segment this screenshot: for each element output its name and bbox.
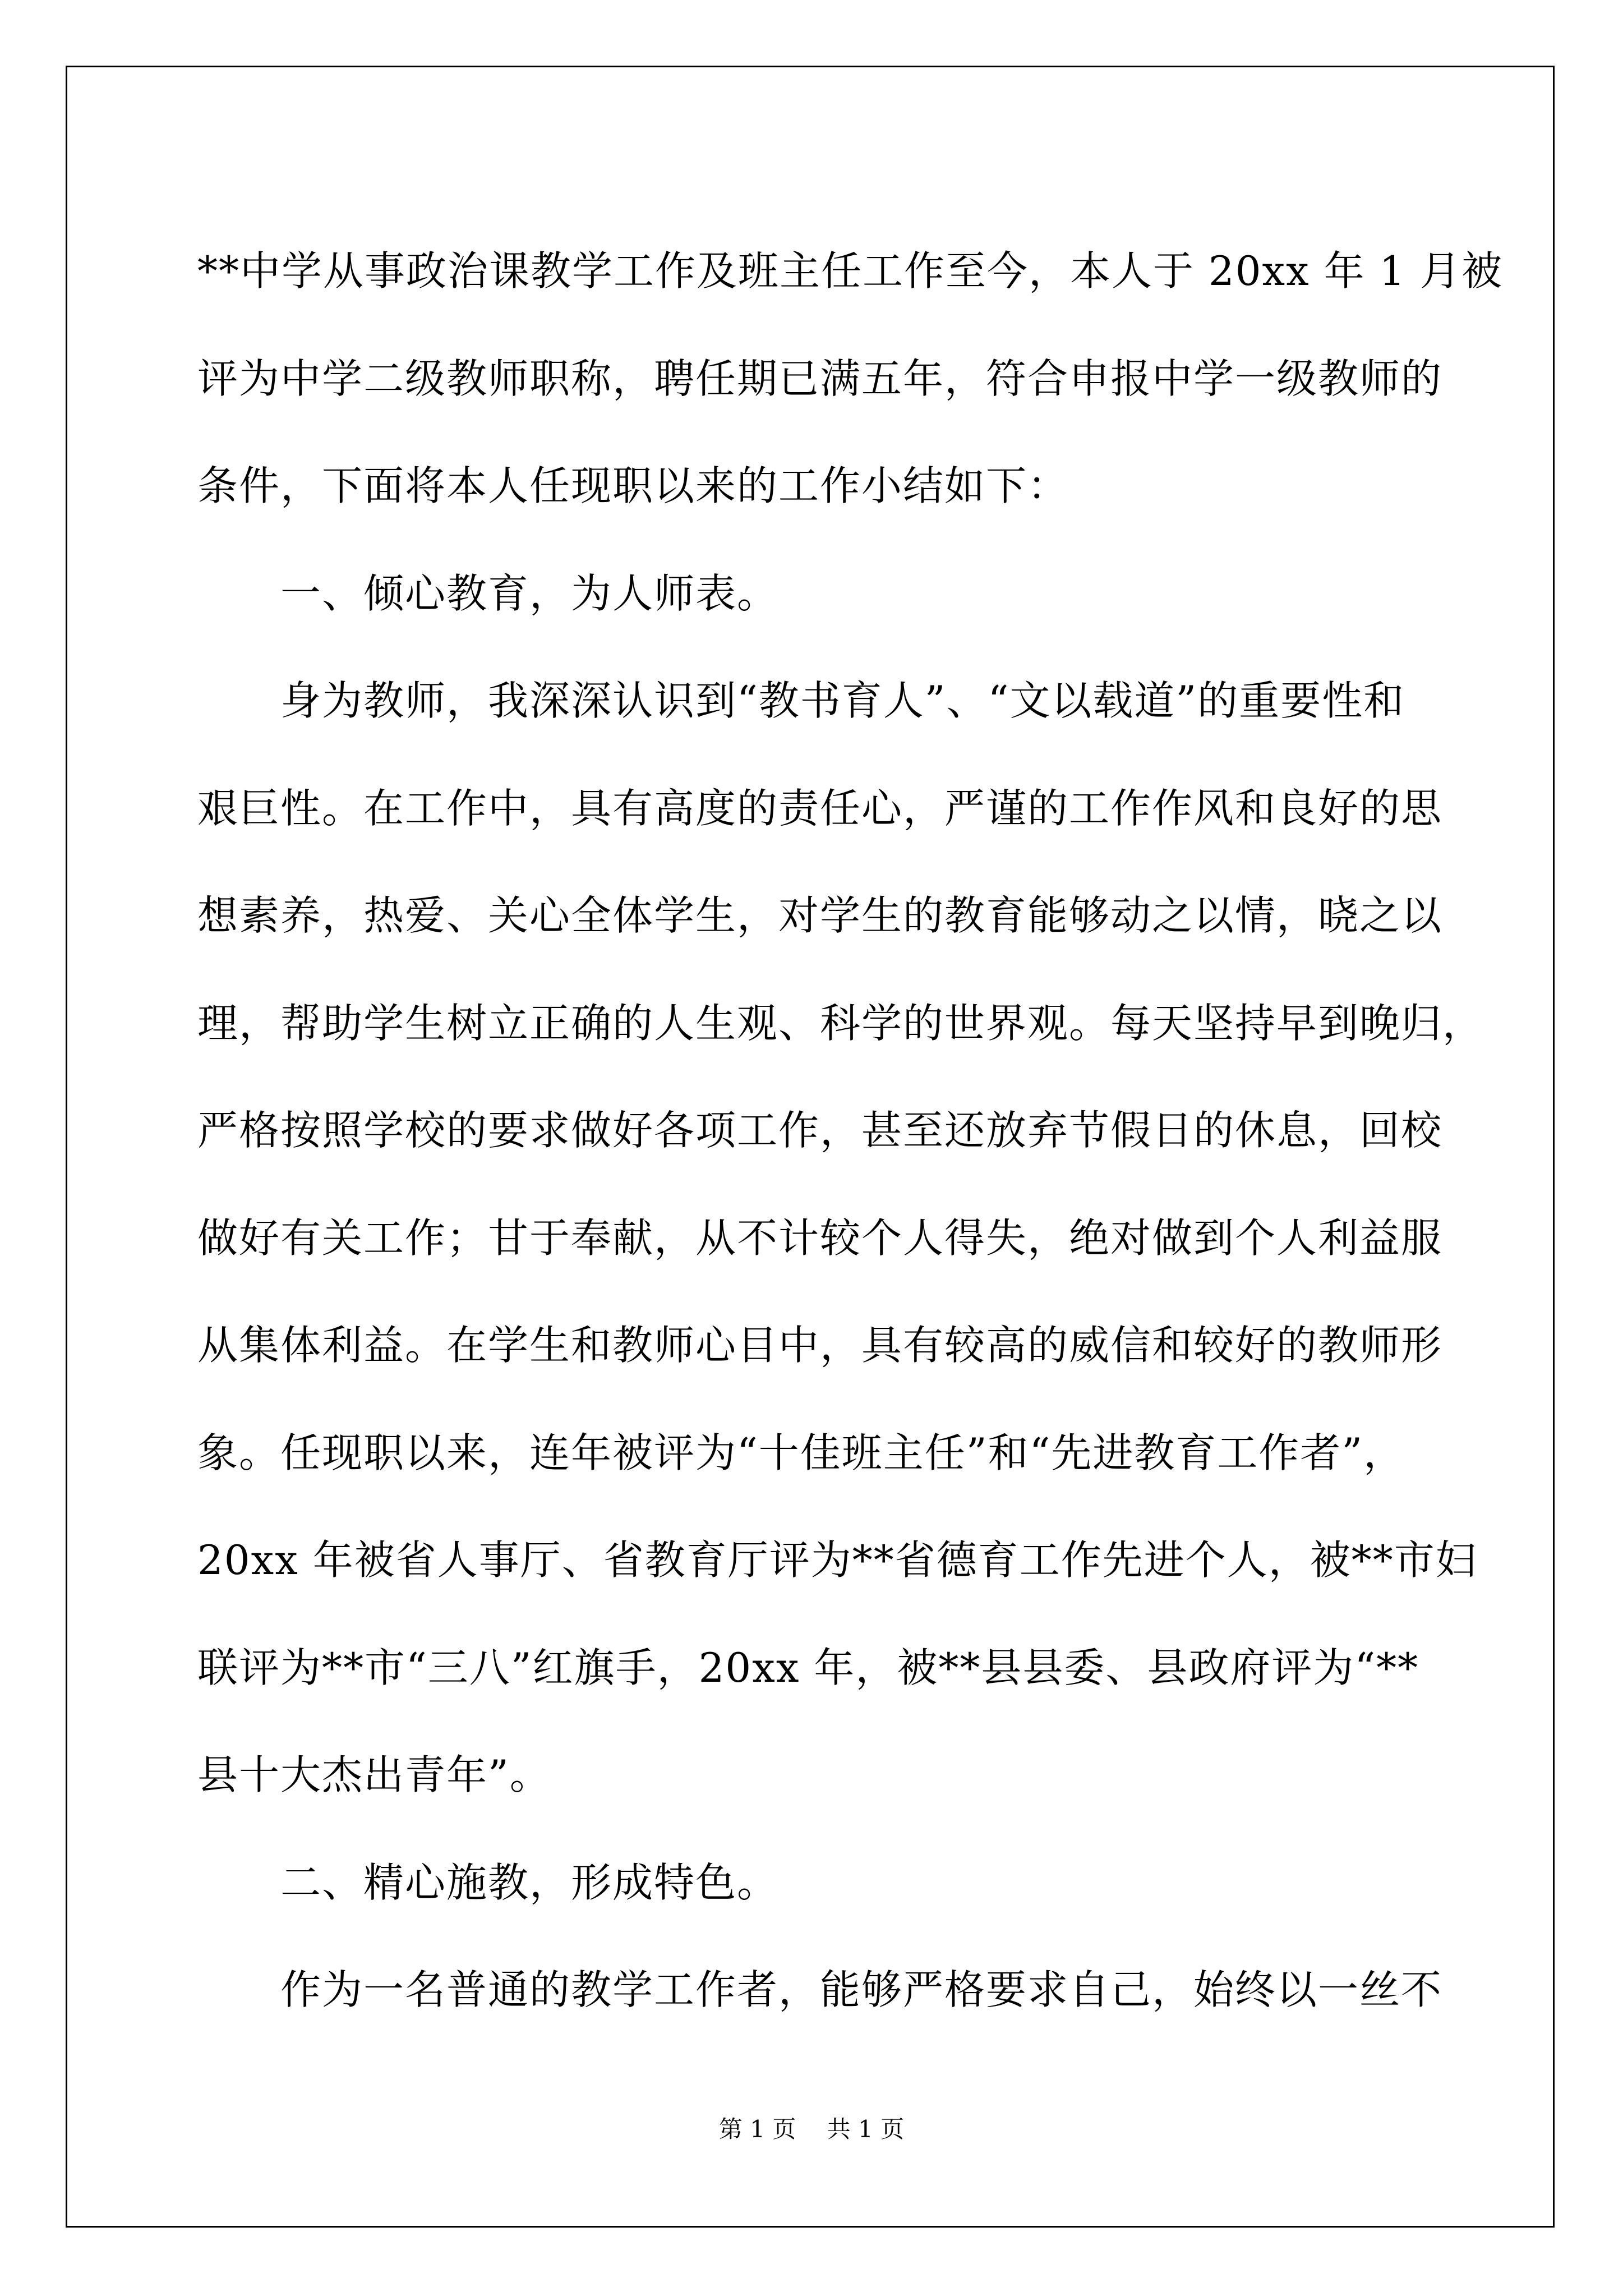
text-line: 身为教师，我深深认识到“教书育人”、“文以载道”的重要性和 [197,677,1405,724]
text-line: 评为中学二级教师职称，聘任期已满五年，符合申报中学一级教师的 [197,355,1443,402]
text-line: 象。任现职以来，连年被评为“十佳班主任”和“先进教育工作者”， [197,1429,1405,1476]
section-heading: 一、倾心教育，为人师表。 [197,569,779,617]
page-footer: 第 1 页 共 1 页 [718,2115,905,2143]
text-line: 理，帮助学生树立正确的人生观、科学的世界观。每天坚持早到晚归， [197,999,1484,1047]
text-line: 作为一名普通的教学工作者，能够严格要求自己，始终以一丝不 [197,1966,1443,2013]
text-line: 条件，下面将本人任现职以来的工作小结如下： [197,462,1069,509]
text-line: 想素养，热爱、关心全体学生，对学生的教育能够动之以情，晓之以 [197,892,1443,939]
text-line: 艰巨性。在工作中，具有高度的责任心，严谨的工作作风和良好的思 [197,784,1443,832]
text-line: 20xx 年被省人事厅、省教育厅评为**省德育工作先进个人，被**市妇 [197,1536,1477,1584]
section-heading: 二、精心施教，形成特色。 [197,1858,779,1906]
text-line: 县十大杰出青年”。 [197,1751,551,1798]
text-line: 严格按照学校的要求做好各项工作，甚至还放弃节假日的休息，回校 [197,1107,1443,1154]
document-body [197,218,1504,2044]
text-line: 联评为**市“三八”红旗手，20xx 年，被**县县委、县政府评为“** [197,1644,1419,1691]
text-line: 从集体利益。在学生和教师心目中，具有较高的威信和较好的教师形 [197,1322,1443,1369]
text-line: 做好有关工作；甘于奉献，从不计较个人得失，绝对做到个人利益服 [197,1214,1443,1262]
text-line: **中学从事政治课教学工作及班主任工作至今，本人于 20xx 年 1 月被 [197,247,1504,295]
